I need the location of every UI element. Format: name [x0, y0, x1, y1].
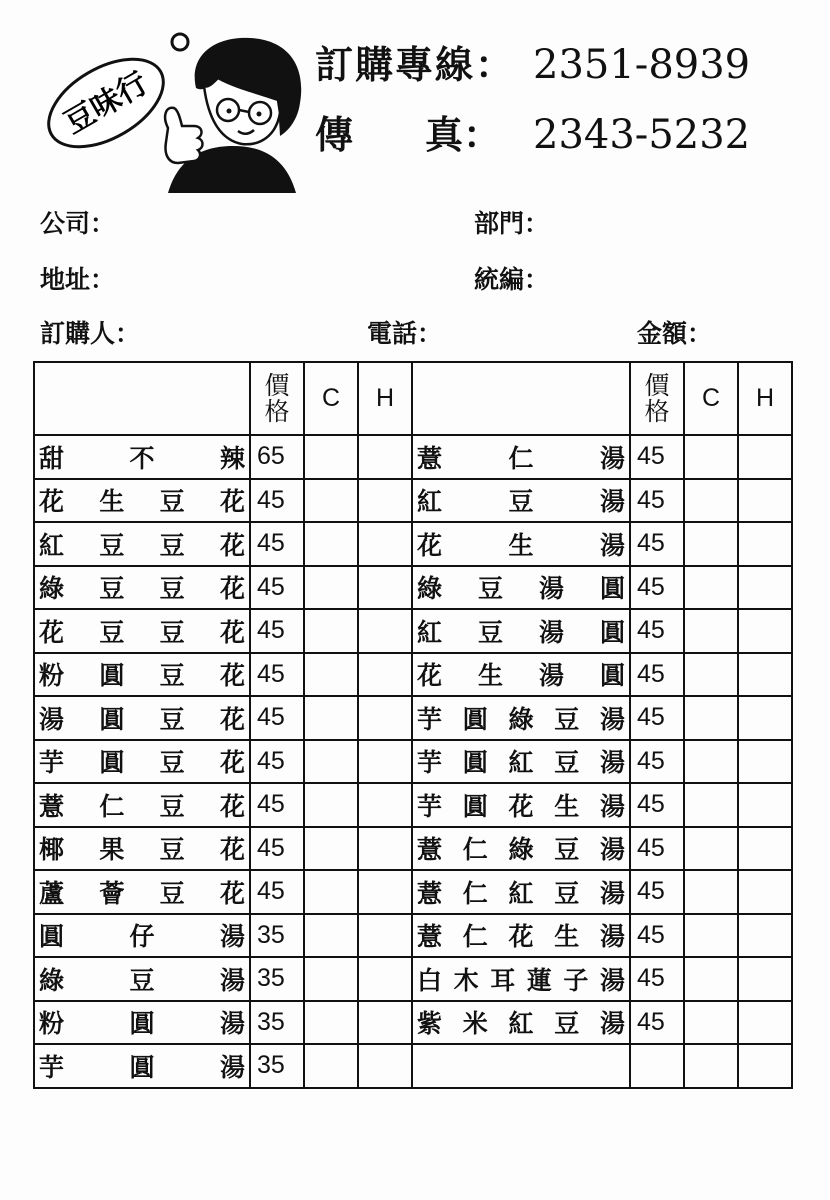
item-price: 45: [630, 522, 684, 566]
item-price: 45: [630, 479, 684, 523]
header-name-cell: [34, 362, 250, 435]
item-name: 紅 豆 湯: [417, 487, 625, 517]
item-name-cell: [412, 827, 630, 871]
item-name: 芋 圓 花 生 湯: [417, 791, 625, 821]
header-price-char: 價: [644, 370, 670, 400]
orderer-label: 訂購人：: [40, 319, 141, 348]
item-name-cell: [412, 783, 630, 827]
item-price: 45: [250, 870, 304, 914]
item-name-cell: [34, 479, 250, 523]
hot-qty-cell[interactable]: [738, 609, 792, 653]
order-table: [33, 361, 793, 1089]
header-c: C: [684, 362, 738, 435]
cold-qty-cell[interactable]: [684, 696, 738, 740]
item-price: 45: [250, 479, 304, 523]
hot-qty-cell[interactable]: [358, 566, 412, 610]
hot-qty-cell[interactable]: [738, 1044, 792, 1088]
hot-qty-cell[interactable]: [738, 1001, 792, 1045]
item-name-cell: [412, 609, 630, 653]
item-name: 薏 仁 紅 豆 湯: [417, 878, 625, 908]
hot-qty-cell[interactable]: [738, 696, 792, 740]
hot-qty-cell[interactable]: [358, 957, 412, 1001]
item-name-cell: [34, 435, 250, 479]
table-row: [34, 914, 792, 958]
table-row: [34, 479, 792, 523]
item-name: 薏 仁 花 生 湯: [417, 922, 625, 952]
item-price: 45: [630, 870, 684, 914]
item-name: 薏 仁 綠 豆 湯: [417, 835, 625, 865]
item-name-cell: [34, 1001, 250, 1045]
hot-qty-cell[interactable]: [358, 653, 412, 697]
item-price: 65: [250, 435, 304, 479]
item-name-cell: [34, 870, 250, 914]
cold-qty-cell[interactable]: [304, 740, 358, 784]
item-price: 45: [250, 653, 304, 697]
cold-qty-cell[interactable]: [684, 1044, 738, 1088]
item-name: 蘆 薈 豆 花: [39, 878, 245, 908]
item-name: 白 木 耳 蓮 子 湯: [417, 965, 625, 995]
table-row: [34, 827, 792, 871]
header-name-cell: [412, 362, 630, 435]
item-name: 芋 圓 豆 花: [39, 748, 245, 778]
item-price: 45: [630, 653, 684, 697]
fax-label-char: 傳: [315, 112, 354, 157]
item-name: 花 豆 豆 花: [39, 617, 245, 647]
hot-qty-cell[interactable]: [358, 870, 412, 914]
hot-qty-cell[interactable]: [358, 783, 412, 827]
header-price-char: 價: [264, 370, 290, 400]
hot-qty-cell[interactable]: [358, 827, 412, 871]
header-price: [630, 362, 684, 435]
hot-qty-cell[interactable]: [738, 783, 792, 827]
hot-qty-cell[interactable]: [358, 914, 412, 958]
cold-qty-cell[interactable]: [304, 522, 358, 566]
item-price: 45: [630, 740, 684, 784]
item-name: 綠 豆 湯: [39, 965, 245, 995]
cartoon-character: [165, 38, 301, 193]
item-name-cell: [34, 957, 250, 1001]
hot-qty-cell[interactable]: [738, 566, 792, 610]
cold-qty-cell[interactable]: [684, 1001, 738, 1045]
item-price: 35: [250, 914, 304, 958]
cold-qty-cell[interactable]: [684, 870, 738, 914]
hot-qty-cell[interactable]: [358, 1001, 412, 1045]
fax-number: 2343-5232: [533, 112, 751, 158]
item-name-cell: [34, 740, 250, 784]
item-price: 45: [250, 522, 304, 566]
cold-qty-cell[interactable]: [684, 740, 738, 784]
cold-qty-cell[interactable]: [304, 783, 358, 827]
table-row: [34, 740, 792, 784]
item-price: 45: [250, 566, 304, 610]
item-name: 椰 果 豆 花: [39, 835, 245, 865]
item-name-cell: [34, 566, 250, 610]
hot-qty-cell[interactable]: [358, 522, 412, 566]
item-name-cell: [412, 566, 630, 610]
cold-qty-cell[interactable]: [684, 653, 738, 697]
item-name: 綠 豆 豆 花: [39, 574, 245, 604]
hot-qty-cell[interactable]: [738, 479, 792, 523]
table-row: [34, 435, 792, 479]
header-price: [250, 362, 304, 435]
item-name-cell: [412, 740, 630, 784]
department-label: 部門：: [474, 209, 550, 238]
item-price: 45: [630, 783, 684, 827]
cold-qty-cell[interactable]: [304, 1044, 358, 1088]
item-price: 45: [630, 435, 684, 479]
cold-qty-cell[interactable]: [304, 957, 358, 1001]
item-name-cell: [412, 653, 630, 697]
item-name: 紅 豆 豆 花: [39, 530, 245, 560]
header-price-char: 格: [264, 396, 290, 426]
hot-qty-cell[interactable]: [738, 435, 792, 479]
cold-qty-cell[interactable]: [684, 783, 738, 827]
cold-qty-cell[interactable]: [684, 522, 738, 566]
cold-qty-cell[interactable]: [304, 1001, 358, 1045]
hot-qty-cell[interactable]: [358, 696, 412, 740]
cold-qty-cell[interactable]: [304, 479, 358, 523]
item-name-cell: [412, 696, 630, 740]
table-row: [34, 1001, 792, 1045]
phone-label: 電話：: [367, 319, 443, 348]
hot-qty-cell[interactable]: [738, 827, 792, 871]
order-hotline-number: 2351-8939: [533, 42, 751, 88]
item-name-cell: [34, 522, 250, 566]
item-name: 湯 圓 豆 花: [39, 704, 245, 734]
item-name-cell: [412, 1001, 630, 1045]
table-row: [34, 957, 792, 1001]
cold-qty-cell[interactable]: [304, 609, 358, 653]
item-name: 紅 豆 湯 圓: [417, 617, 625, 647]
item-name: 圓 仔 湯: [39, 922, 245, 952]
item-name: 紫 米 紅 豆 湯: [417, 1009, 625, 1039]
hot-qty-cell[interactable]: [358, 1044, 412, 1088]
amount-label: 金額：: [637, 319, 713, 348]
item-price: 35: [250, 957, 304, 1001]
logo-text: 豆味行: [58, 65, 154, 142]
cold-qty-cell[interactable]: [304, 914, 358, 958]
item-name: 甜 不 辣: [39, 443, 245, 473]
item-name-cell: [34, 827, 250, 871]
fax-line: [315, 104, 750, 159]
header-price-char: 格: [644, 396, 670, 426]
item-name: 芋 圓 紅 豆 湯: [417, 748, 625, 778]
cold-qty-cell[interactable]: [684, 479, 738, 523]
order-hotline: [315, 34, 750, 89]
table-row: [34, 522, 792, 566]
hot-qty-cell[interactable]: [358, 435, 412, 479]
item-name-cell: [412, 914, 630, 958]
item-name: 粉 圓 豆 花: [39, 661, 245, 691]
fax-label-rest: 真：: [424, 112, 501, 157]
hot-qty-cell[interactable]: [738, 653, 792, 697]
item-name: 花 生 豆 花: [39, 487, 245, 517]
item-price: 45: [250, 740, 304, 784]
item-name-cell: [34, 914, 250, 958]
item-price: 45: [630, 566, 684, 610]
item-price: 45: [630, 827, 684, 871]
hot-qty-cell[interactable]: [358, 479, 412, 523]
item-price: 45: [250, 609, 304, 653]
item-name-cell: [412, 870, 630, 914]
hot-qty-cell[interactable]: [738, 957, 792, 1001]
header-h: H: [738, 362, 792, 435]
item-price: 45: [630, 696, 684, 740]
item-name: 薏 仁 豆 花: [39, 791, 245, 821]
header-c: C: [304, 362, 358, 435]
table-row: [34, 566, 792, 610]
address-label: 地址：: [40, 265, 116, 294]
tax-id-label: 統編：: [474, 265, 550, 294]
item-name-cell: [412, 522, 630, 566]
hot-qty-cell[interactable]: [738, 870, 792, 914]
item-price: 45: [630, 957, 684, 1001]
item-name-cell: [34, 609, 250, 653]
table-header-row: [34, 362, 792, 435]
fax-label: [315, 104, 501, 159]
table-row: [34, 783, 792, 827]
item-name: 花 生 湯 圓: [417, 661, 625, 691]
table-row: [34, 870, 792, 914]
item-name: 薏 仁 湯: [417, 443, 625, 473]
cold-qty-cell[interactable]: [684, 435, 738, 479]
item-name-cell: [412, 957, 630, 1001]
table-row: [34, 696, 792, 740]
table-row: [34, 1044, 792, 1088]
hot-qty-cell[interactable]: [358, 740, 412, 784]
item-price: 45: [250, 696, 304, 740]
cold-qty-cell[interactable]: [304, 870, 358, 914]
item-price: 45: [630, 914, 684, 958]
cold-qty-cell[interactable]: [304, 827, 358, 871]
table-row: [34, 653, 792, 697]
shop-logo: [28, 18, 318, 193]
hot-qty-cell[interactable]: [738, 914, 792, 958]
cold-qty-cell[interactable]: [684, 609, 738, 653]
item-price: 35: [250, 1044, 304, 1088]
item-name-cell: [34, 783, 250, 827]
cold-qty-cell[interactable]: [304, 696, 358, 740]
header-h: H: [358, 362, 412, 435]
cold-qty-cell[interactable]: [304, 435, 358, 479]
item-name-cell: [34, 653, 250, 697]
table-row: [34, 609, 792, 653]
cold-qty-cell[interactable]: [684, 827, 738, 871]
cold-qty-cell[interactable]: [684, 957, 738, 1001]
item-name: 花 生 湯: [417, 530, 625, 560]
company-label: 公司：: [40, 209, 116, 238]
item-price: 45: [250, 783, 304, 827]
item-price: 35: [250, 1001, 304, 1045]
cold-qty-cell[interactable]: [304, 566, 358, 610]
item-price: 45: [250, 827, 304, 871]
cold-qty-cell[interactable]: [304, 653, 358, 697]
item-name: 粉 圓 湯: [39, 1009, 245, 1039]
cold-qty-cell[interactable]: [684, 566, 738, 610]
order-hotline-label: 訂購專線：: [315, 42, 516, 87]
item-name: 綠 豆 湯 圓: [417, 574, 625, 604]
item-name-cell: [34, 1044, 250, 1088]
item-price: [630, 1044, 684, 1088]
item-price: 45: [630, 1001, 684, 1045]
item-name-cell: [412, 1044, 630, 1088]
item-name: 芋 圓 綠 豆 湯: [417, 704, 625, 734]
hot-qty-cell[interactable]: [738, 740, 792, 784]
item-name-cell: [412, 479, 630, 523]
item-name-cell: [34, 696, 250, 740]
item-name: 芋 圓 湯: [39, 1052, 245, 1082]
item-price: 45: [630, 609, 684, 653]
item-name-cell: [412, 435, 630, 479]
cold-qty-cell[interactable]: [684, 914, 738, 958]
hot-qty-cell[interactable]: [358, 609, 412, 653]
hot-qty-cell[interactable]: [738, 522, 792, 566]
